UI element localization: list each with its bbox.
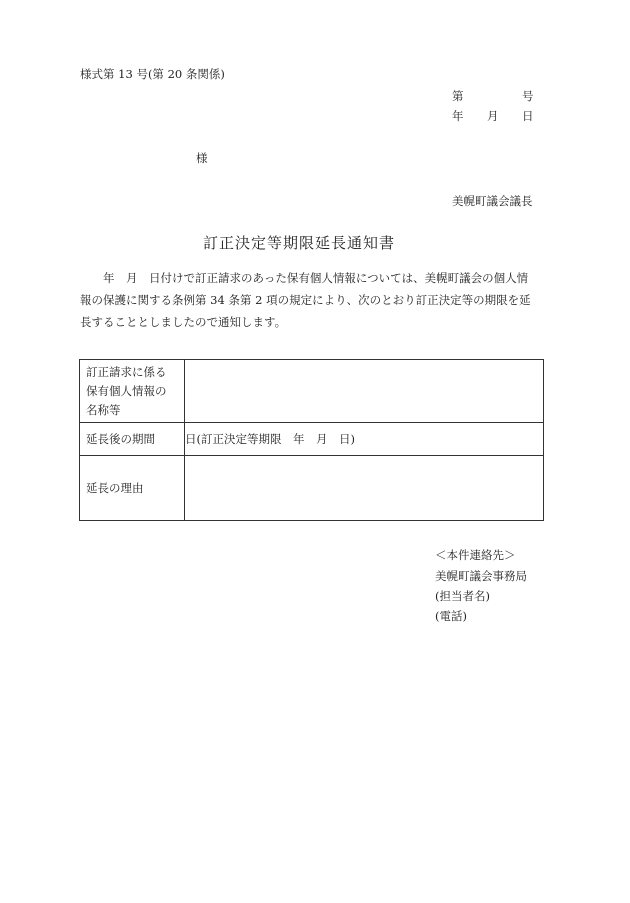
doc-number-go: 号 <box>522 89 534 103</box>
contact-office: 美幌町議会事務局 <box>435 569 527 583</box>
contact-phone: (電話) <box>435 609 467 623</box>
record-name-value <box>185 360 544 423</box>
doc-number-dai: 第 <box>452 89 464 103</box>
record-name-label <box>80 360 185 423</box>
extended-period-value: 日(訂正決定等期限 年 月 日) <box>185 423 544 456</box>
body-line-2: 報の保護に関する条例第 34 条第 2 項の規定により、次のとおり訂正決定等の期限を延 <box>80 293 531 307</box>
extension-reason-label: 延長の理由 <box>80 456 185 521</box>
record-name-label-line: 名称等 <box>86 402 121 417</box>
extended-period-label: 延長後の期間 <box>80 423 185 456</box>
extension-reason-value <box>185 456 544 521</box>
date-month: 月 <box>487 109 499 123</box>
body-line-3: 長することとしましたので通知します。 <box>80 315 287 329</box>
addressee-suffix: 様 <box>196 151 208 165</box>
body-line-1: 年 月 日付けで訂正請求のあった保有個人情報については、美幌町議会の個人情 <box>103 271 529 285</box>
table-row <box>80 360 544 423</box>
sender: 美幌町議会議長 <box>452 194 533 208</box>
body-paragraph <box>80 267 550 333</box>
extension-table <box>79 359 544 521</box>
date-year: 年 <box>452 109 464 123</box>
form-number: 様式第 13 号(第 20 条関係) <box>80 67 225 81</box>
contact-heading: ＜本件連絡先＞ <box>435 548 516 562</box>
date-day: 日 <box>522 109 534 123</box>
document-title: 訂正決定等期限延長通知書 <box>203 234 396 252</box>
table-row <box>80 423 544 456</box>
record-name-label-line: 訂正請求に係る <box>86 364 167 379</box>
contact-person: (担当者名) <box>435 589 490 603</box>
table-row <box>80 456 544 521</box>
record-name-label-line: 保有個人情報の <box>86 383 167 398</box>
